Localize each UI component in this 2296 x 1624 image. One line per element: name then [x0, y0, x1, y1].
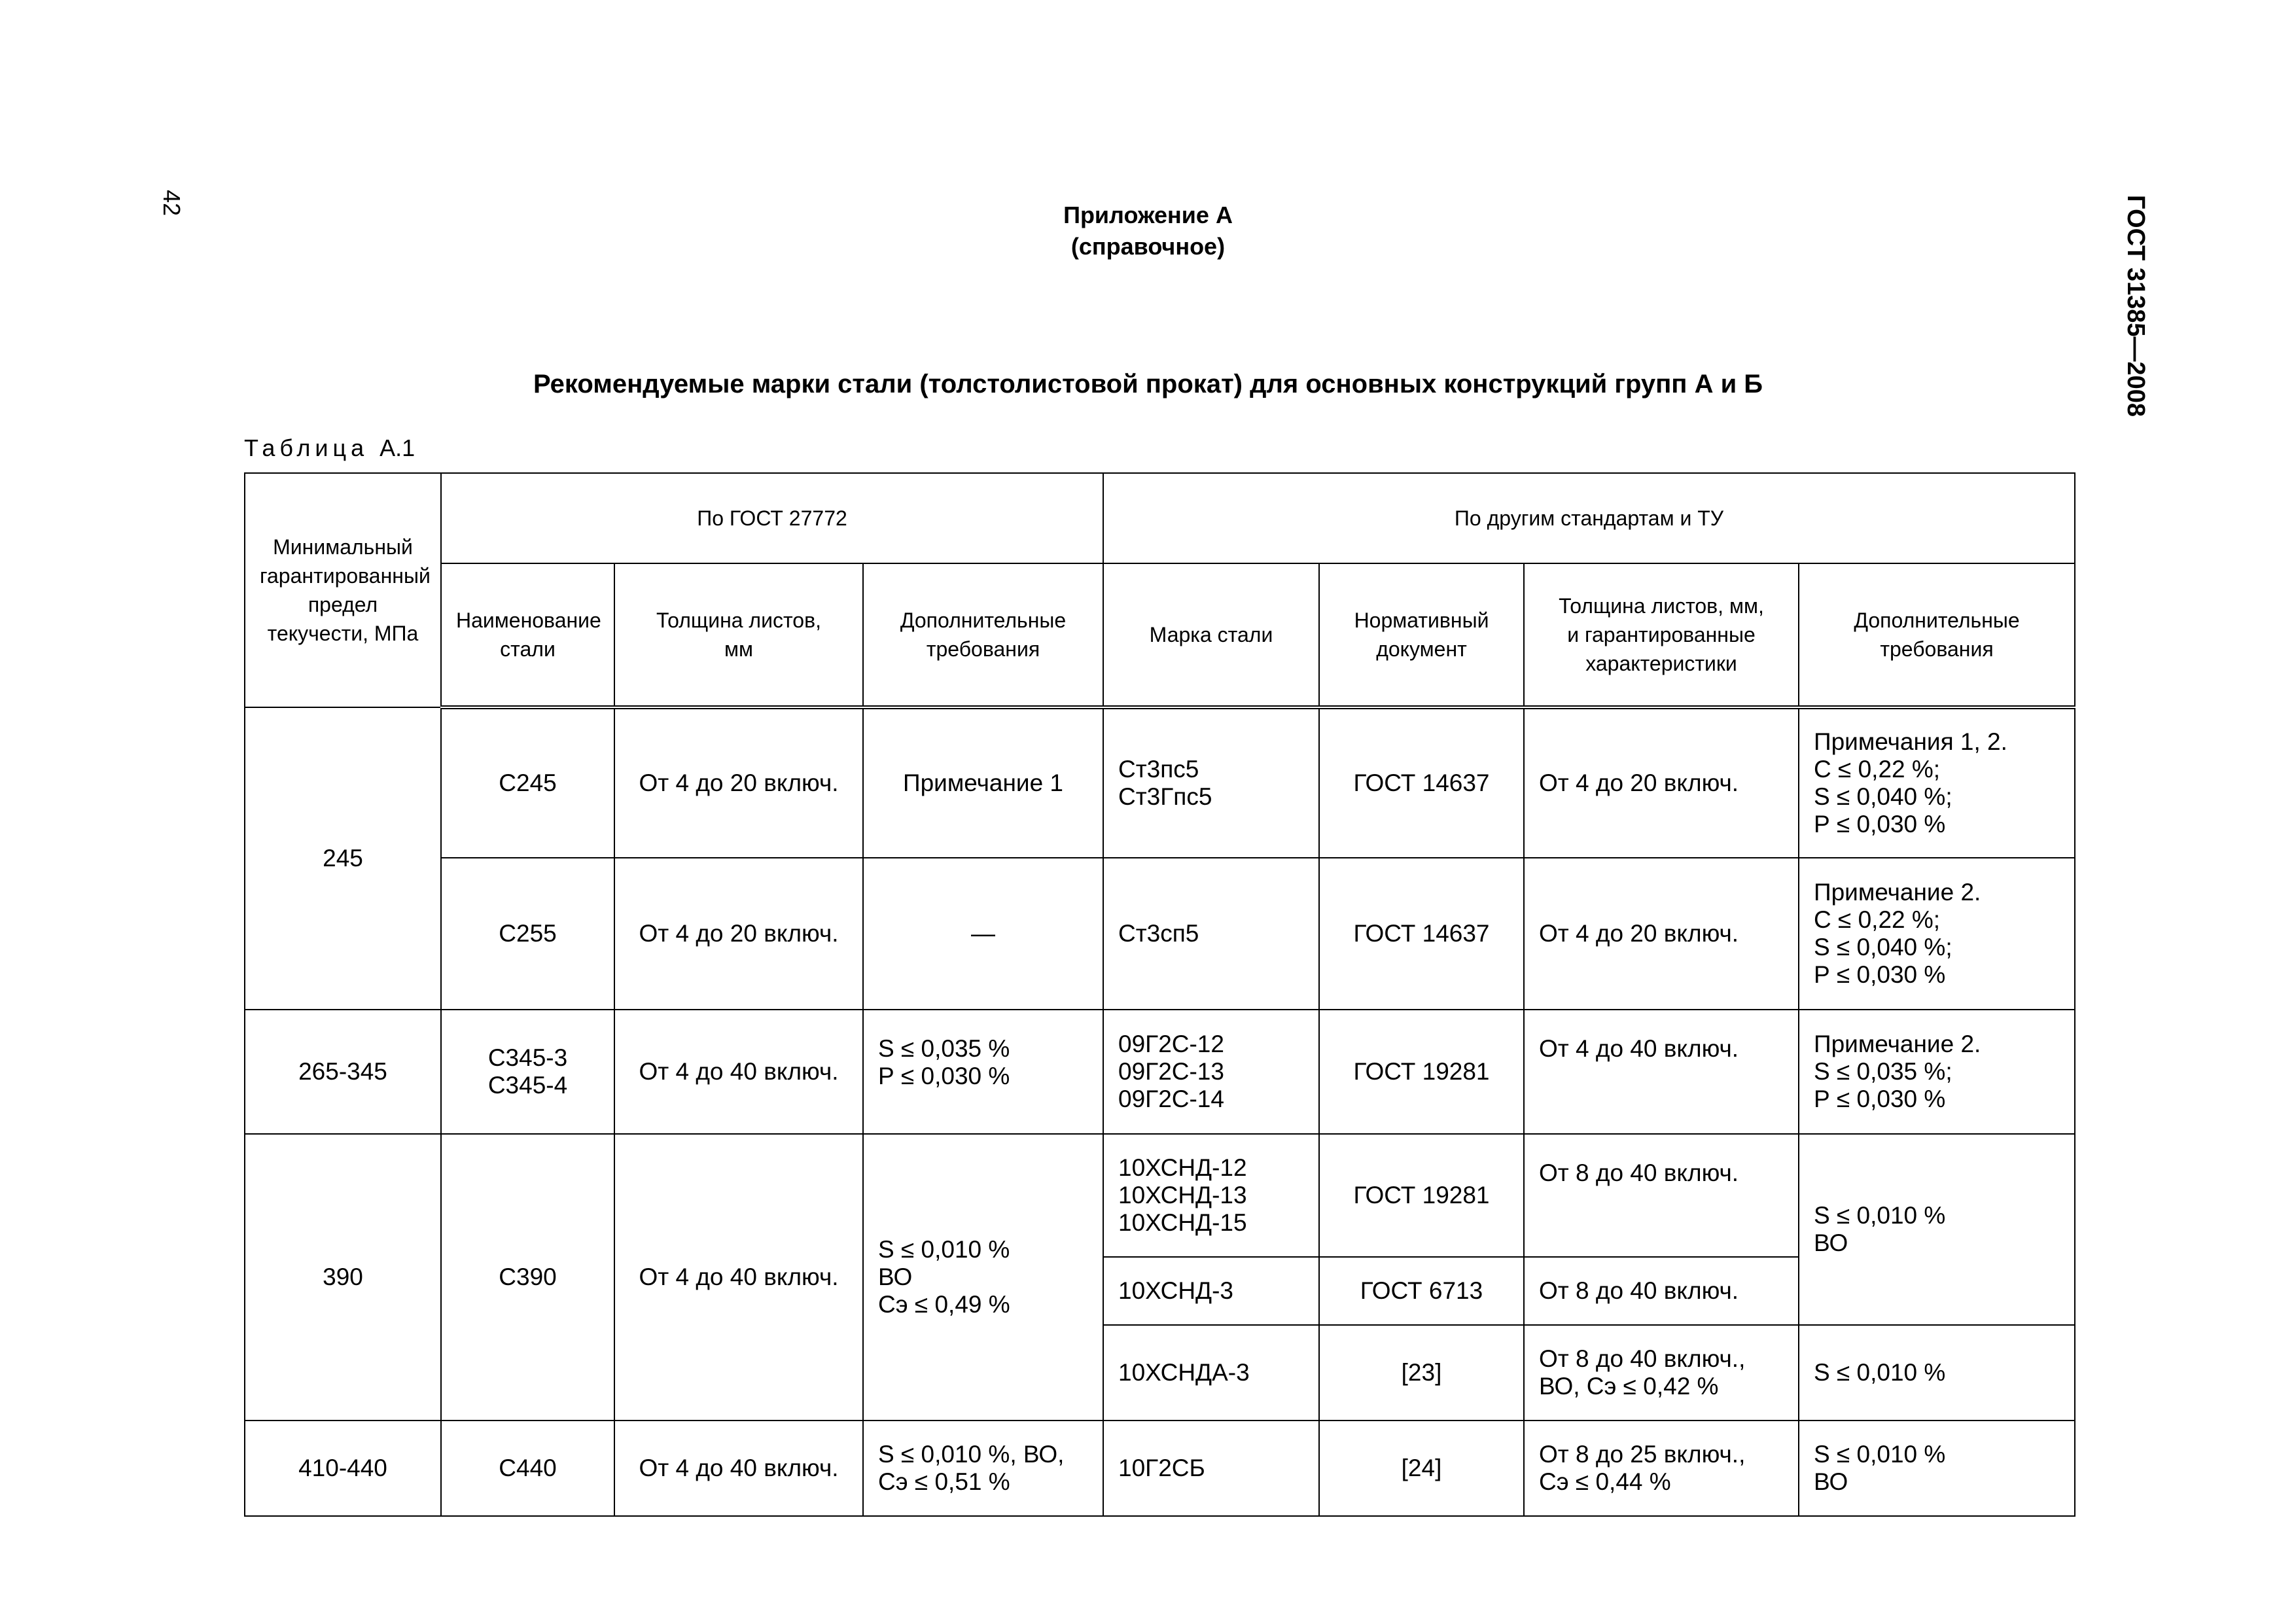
- cell-other-extra: [1799, 707, 2075, 858]
- cell-thickness: [614, 1134, 863, 1421]
- cell-line: ВО: [1814, 1468, 1848, 1495]
- table-caption: [244, 434, 415, 462]
- cell-line: От 4 до 40 включ.: [639, 1263, 839, 1290]
- cell-other-thickness: [1524, 1257, 1799, 1325]
- cell-line: ВО, Сэ ≤ 0,42 %: [1539, 1373, 1719, 1400]
- cell-other-thickness: [1524, 858, 1799, 1010]
- header-other-thickness: [1524, 563, 1799, 707]
- cell-line: От 4 до 20 включ.: [1539, 769, 1739, 796]
- header-gost-name: [441, 563, 614, 707]
- cell-grade: [1103, 1010, 1319, 1134]
- page-title: Рекомендуемые марки стали (толстолистовой прокат) для основных конструкций групп А и Б: [533, 370, 1763, 398]
- cell-thickness: [614, 1010, 863, 1134]
- cell-line: 10ХСНД-15: [1118, 1209, 1247, 1236]
- cell-line: От 4 до 40 включ.: [1539, 1035, 1739, 1062]
- cell-doc: ГОСТ 6713: [1319, 1257, 1524, 1325]
- cell-name: [441, 858, 614, 1010]
- cell-line: Сэ ≤ 0,51 %: [878, 1468, 1010, 1495]
- cell-other-extra: [1799, 858, 2075, 1010]
- cell-grade: [1103, 1421, 1319, 1516]
- cell-line: S ≤ 0,040 %;: [1814, 934, 1952, 961]
- cell-yield: 245: [245, 707, 441, 1010]
- cell-line: С390: [499, 1263, 557, 1290]
- cell-line: С245: [499, 769, 557, 796]
- cell-line: характеристики: [1585, 652, 1737, 675]
- cell-line: 10Г2СБ: [1118, 1455, 1205, 1481]
- cell-line: S ≤ 0,035 %;: [1814, 1058, 1952, 1085]
- cell-line: текучести, МПа: [267, 622, 419, 645]
- cell-line: требования: [926, 637, 1040, 661]
- cell-grade: [1103, 707, 1319, 858]
- cell-thickness: [614, 707, 863, 858]
- cell-line: С345-3: [487, 1044, 568, 1071]
- header-gost-group: По ГОСТ 27772: [441, 473, 1103, 563]
- header-gost-thickness: [614, 563, 863, 707]
- cell-line: Примечания 1, 2.: [1814, 728, 2007, 755]
- cell-name: [441, 1421, 614, 1516]
- header-other-group: По другим стандартам и ТУ: [1103, 473, 2075, 563]
- cell-line: От 4 до 20 включ.: [639, 920, 839, 947]
- cell-line: Толщина листов,: [656, 609, 821, 632]
- cell-line: S ≤ 0,010 %, ВО,: [878, 1441, 1065, 1468]
- cell-line: стали: [500, 637, 556, 661]
- cell-grade: [1103, 1325, 1319, 1421]
- cell-line: мм: [724, 637, 753, 661]
- cell-line: От 8 до 40 включ.: [1539, 1159, 1739, 1186]
- cell-line: От 4 до 40 включ.: [639, 1058, 839, 1085]
- cell-line: От 8 до 40 включ.: [1539, 1277, 1739, 1304]
- table-row: [245, 1010, 2075, 1134]
- cell-line: Толщина листов, мм,: [1559, 594, 1764, 618]
- cell-other-extra: [1799, 1010, 2075, 1134]
- cell-line: 09Г2С-13: [1118, 1058, 1224, 1085]
- cell-line: С ≤ 0,22 %;: [1814, 906, 1941, 933]
- cell-line: Примечание 1: [902, 769, 1064, 796]
- cell-other-thickness: [1524, 1421, 1799, 1516]
- cell-line: Сэ ≤ 0,49 %: [878, 1291, 1010, 1318]
- cell-line: S ≤ 0,010 %: [1814, 1359, 1946, 1386]
- cell-yield: 390: [245, 1134, 441, 1421]
- cell-line: Нормативный: [1354, 609, 1489, 632]
- cell-doc: ГОСТ 19281: [1319, 1134, 1524, 1257]
- cell-line: Ст3сп5: [1118, 920, 1199, 947]
- cell-name: [441, 1010, 614, 1134]
- cell-line: Р ≤ 0,030 %: [1814, 961, 1946, 988]
- header-other-extra: [1799, 563, 2075, 707]
- cell-line: От 4 до 40 включ.: [639, 1455, 839, 1481]
- cell-line: S ≤ 0,010 %: [878, 1236, 1010, 1263]
- cell-line: Сэ ≤ 0,44 %: [1539, 1468, 1671, 1495]
- cell-line: Ст3пс5: [1118, 756, 1199, 783]
- cell-line: документ: [1376, 637, 1467, 661]
- cell-other-thickness: [1524, 707, 1799, 858]
- cell-other-thickness: [1524, 1134, 1799, 1257]
- cell-line: 10ХСНД-12: [1118, 1154, 1247, 1181]
- cell-extra: [863, 1134, 1103, 1421]
- cell-line: Р ≤ 0,030 %: [878, 1063, 1010, 1089]
- cell-other-extra: [1799, 1325, 2075, 1421]
- cell-line: С ≤ 0,22 %;: [1814, 756, 1941, 783]
- header-min-yield: [245, 473, 441, 707]
- table-row: [245, 707, 2075, 858]
- table-row: [245, 858, 2075, 1010]
- cell-extra: [863, 1010, 1103, 1134]
- cell-name: [441, 707, 614, 858]
- cell-line: и гарантированные: [1567, 623, 1756, 646]
- cell-other-thickness: [1524, 1325, 1799, 1421]
- cell-doc: ГОСТ 14637: [1319, 858, 1524, 1010]
- standard-designation: ГОСТ 31385—2008: [2122, 195, 2149, 417]
- table-row: [245, 1421, 2075, 1516]
- cell-other-extra: [1799, 1421, 2075, 1516]
- cell-extra: [863, 858, 1103, 1010]
- header-gost-extra: [863, 563, 1103, 707]
- cell-line: С255: [499, 920, 557, 947]
- cell-extra: [863, 1421, 1103, 1516]
- cell-line: От 4 до 20 включ.: [639, 769, 839, 796]
- cell-line: Р ≤ 0,030 %: [1814, 1086, 1946, 1112]
- cell-yield: 410-440: [245, 1421, 441, 1516]
- header-other-doc: [1319, 563, 1524, 707]
- cell-grade: [1103, 1134, 1319, 1257]
- cell-line: 09Г2С-14: [1118, 1086, 1224, 1112]
- cell-line: Наименование: [456, 609, 601, 632]
- cell-doc: [24]: [1319, 1421, 1524, 1516]
- cell-line: 10ХСНД-3: [1118, 1277, 1234, 1304]
- cell-line: Минимальный: [273, 535, 413, 559]
- cell-line: S ≤ 0,010 %: [1814, 1441, 1946, 1468]
- cell-grade: [1103, 1257, 1319, 1325]
- cell-line: От 8 до 25 включ.,: [1539, 1441, 1746, 1468]
- cell-doc: ГОСТ 19281: [1319, 1010, 1524, 1134]
- table-caption-number: А.1: [380, 434, 415, 461]
- cell-line: Ст3Гпс5: [1118, 783, 1212, 810]
- cell-line: С440: [499, 1455, 557, 1481]
- appendix-subtitle: (справочное): [1070, 233, 1226, 260]
- cell-line: Дополнительные: [1854, 609, 2020, 632]
- cell-extra: [863, 707, 1103, 858]
- cell-grade: [1103, 858, 1319, 1010]
- appendix-title: Приложение А: [1063, 202, 1233, 228]
- cell-line: Примечание 2.: [1814, 879, 1981, 906]
- cell-other-extra: [1799, 1134, 2075, 1325]
- cell-line: 09Г2С-12: [1118, 1031, 1224, 1057]
- cell-line: предел: [308, 593, 378, 616]
- cell-line: С345-4: [487, 1072, 568, 1099]
- cell-line: S ≤ 0,010 %: [1814, 1202, 1946, 1229]
- cell-line: Дополнительные: [900, 609, 1067, 632]
- page-number: 42: [158, 190, 185, 217]
- cell-line: От 4 до 20 включ.: [1539, 920, 1739, 947]
- cell-line: гарантированный: [260, 564, 431, 588]
- cell-line: ВО: [878, 1263, 913, 1290]
- cell-line: S ≤ 0,040 %;: [1814, 783, 1952, 810]
- cell-line: Примечание 2.: [1814, 1031, 1981, 1057]
- cell-doc: [23]: [1319, 1325, 1524, 1421]
- cell-line: S ≤ 0,035 %: [878, 1035, 1010, 1062]
- cell-other-thickness: [1524, 1010, 1799, 1134]
- cell-line: ВО: [1814, 1229, 1848, 1256]
- cell-line: Марка стали: [1149, 623, 1273, 646]
- cell-yield: 265-345: [245, 1010, 441, 1134]
- cell-thickness: [614, 858, 863, 1010]
- table-caption-word: Таблица: [244, 434, 369, 461]
- cell-thickness: [614, 1421, 863, 1516]
- table-row: [245, 1134, 2075, 1257]
- cell-line: 10ХСНД-13: [1118, 1182, 1247, 1209]
- cell-doc: ГОСТ 14637: [1319, 707, 1524, 858]
- appendix-heading: [0, 200, 2296, 262]
- header-other-grade: [1103, 563, 1319, 707]
- cell-line: От 8 до 40 включ.,: [1539, 1345, 1746, 1372]
- cell-line: требования: [1880, 637, 1994, 661]
- cell-name: [441, 1134, 614, 1421]
- steel-grades-table: [244, 472, 2075, 1517]
- cell-line: 10ХСНДА-3: [1118, 1359, 1250, 1386]
- cell-line: Р ≤ 0,030 %: [1814, 811, 1946, 838]
- cell-line: —: [971, 920, 995, 947]
